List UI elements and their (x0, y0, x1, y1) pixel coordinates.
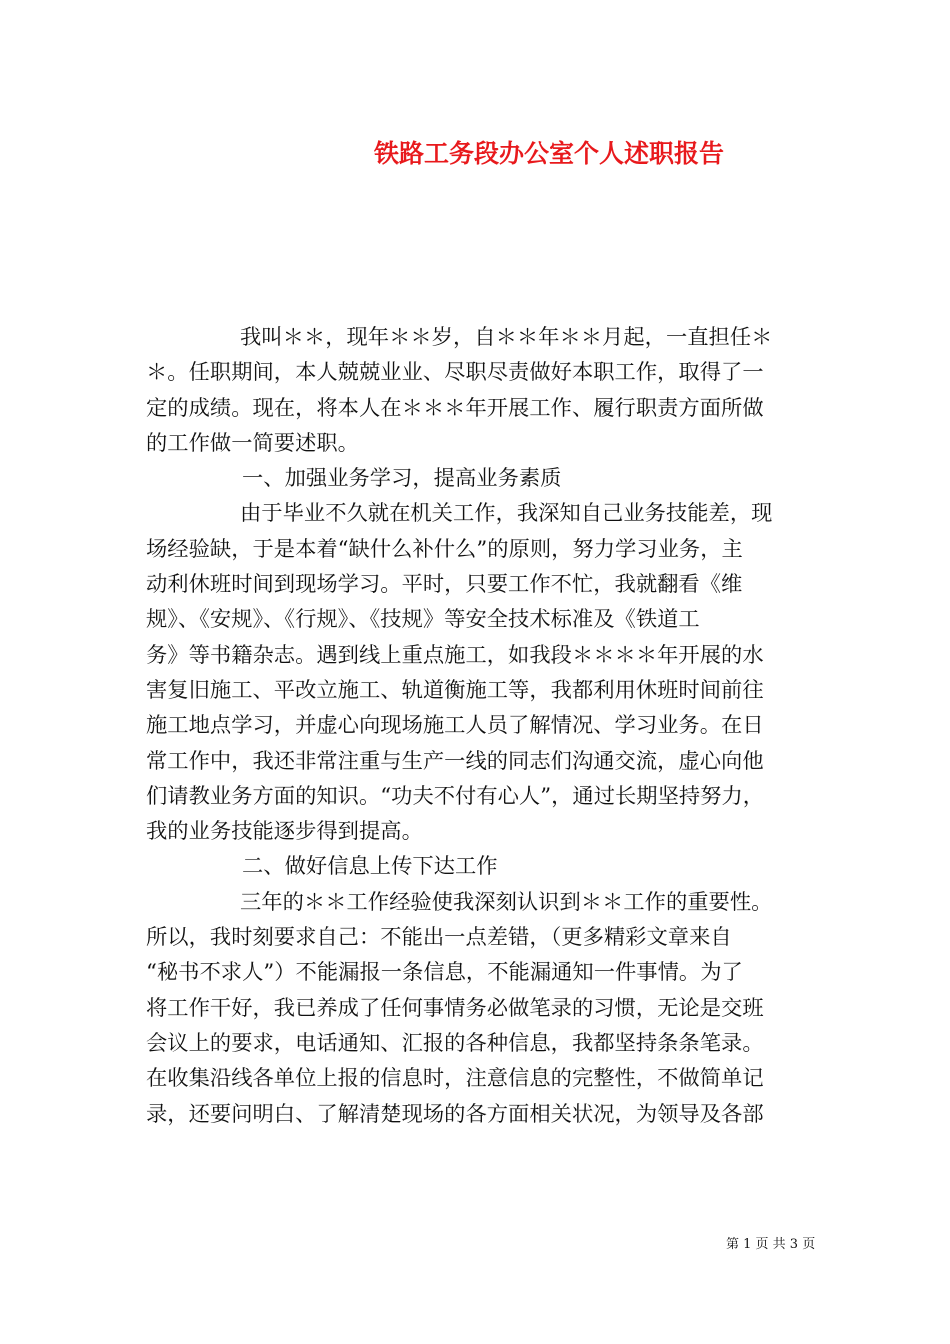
text-line: 施工地点学习，并虚心向现场施工人员了解情况、学习业务。在日 (146, 713, 764, 739)
text-line: 三年的＊＊工作经验使我深刻认识到＊＊工作的重要性。 (240, 889, 773, 915)
body-text (146, 320, 806, 1132)
text-line: 动利休班时间到现场学习。平时，只要工作不忙，我就翻看《维 (146, 572, 743, 598)
text-line: 会议上的要求，电话通知、汇报的各种信息，我都坚持条条笔录。 (146, 1030, 764, 1056)
page-title: 铁路工务段办公室个人述职报告 (374, 139, 725, 168)
text-line: 录，还要问明白、了解清楚现场的各方面相关状况，为领导及各部 (146, 1101, 764, 1127)
text-line: 规》、《安规》、《行规》、《技规》等安全技术标准及《铁道工 (146, 607, 700, 633)
text-line: 常工作中，我还非常注重与生产一线的同志们沟通交流，虚心向他 (146, 748, 764, 774)
section-heading: 一、加强业务学习，提高业务素质 (242, 466, 562, 492)
text-line: 们请教业务方面的知识。“功夫不付有心人”，通过长期坚持努力， (146, 783, 765, 809)
text-line: “秘书不求人”）不能漏报一条信息，不能漏通知一件事情。为了 (146, 960, 743, 986)
text-line: 将工作干好，我已养成了任何事情务必做笔录的习惯，无论是交班 (146, 995, 764, 1021)
text-line: 害复旧施工、平改立施工、轨道衡施工等，我都利用休班时间前往 (146, 677, 764, 703)
text-line: 的工作做一简要述职。 (146, 430, 359, 456)
text-line: 在收集沿线各单位上报的信息时，注意信息的完整性，不做简单记 (146, 1066, 764, 1092)
text-line: 定的成绩。现在，将本人在＊＊＊年开展工作、履行职责方面所做 (146, 395, 764, 421)
text-line: 由于毕业不久就在机关工作，我深知自己业务技能差，现 (240, 501, 773, 527)
text-line: 我的业务技能逐步得到提高。 (146, 819, 423, 845)
text-line: 我叫＊＊，现年＊＊岁，自＊＊年＊＊月起，一直担任＊ (240, 325, 773, 350)
section-heading: 二、做好信息上传下达工作 (242, 854, 498, 880)
text-line: 务》等书籍杂志。遇到线上重点施工，如我段＊＊＊＊年开展的水 (146, 642, 764, 668)
text-line: 所以，我时刻要求自己：不能出一点差错，（更多精彩文章来自 (146, 925, 732, 951)
text-line: ＊。任职期间，本人兢兢业业、尽职尽责做好本职工作，取得了一 (146, 360, 764, 386)
page-number: 第 1 页 共 3 页 (726, 1237, 816, 1252)
text-line: 场经验缺，于是本着“缺什么补什么”的原则，努力学习业务，主 (146, 536, 743, 562)
